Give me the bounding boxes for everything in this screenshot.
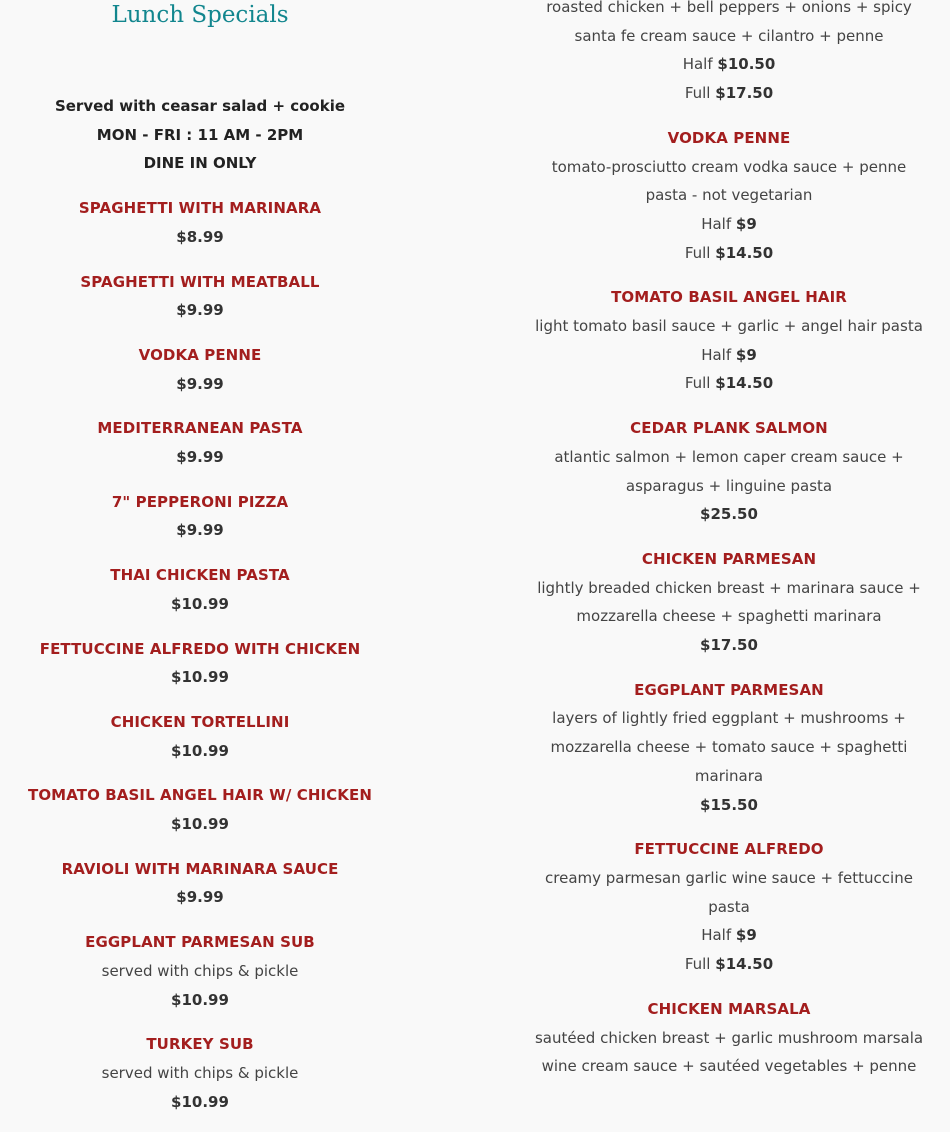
full-label: Full	[684, 84, 711, 103]
full-label: Full	[684, 243, 711, 262]
half-label: Half	[701, 345, 732, 364]
menu-item-name: RAVIOLI WITH MARINARA SAUCE	[61, 859, 339, 878]
menu-item-price: $10.99	[171, 1092, 229, 1111]
menu-item-description: lightly breaded chicken breast + marinara sauce + mozzarella cheese + spaghetti marinara	[537, 578, 921, 626]
menu-item	[529, 0, 929, 108]
menu-item-price: $9.99	[176, 301, 224, 320]
half-price-row	[529, 921, 929, 950]
lunch-intro-sides: Served with ceasar salad + cookie	[54, 97, 346, 115]
half-price: $9	[735, 214, 757, 233]
menu-item-name: CHICKEN TORTELLINI	[110, 712, 290, 731]
menu-item-description: layers of lightly fried eggplant + mushrooms + mozzarella cheese + tomato sauce + spaghetti marinara	[550, 709, 908, 785]
menu-item	[529, 676, 929, 820]
half-price: $9	[735, 345, 757, 364]
full-label: Full	[684, 374, 711, 393]
menu-item-price: $10.99	[171, 668, 229, 687]
menu-item-price: $17.50	[700, 636, 758, 655]
full-price: $14.50	[715, 374, 774, 393]
menu-item-name: CEDAR PLANK SALMON	[630, 419, 828, 438]
menu-item-price: $9.99	[176, 448, 224, 467]
menu-item	[529, 545, 929, 660]
menu-item	[0, 268, 400, 325]
menu-item	[0, 855, 400, 912]
menu-item	[0, 781, 400, 838]
menu-item-description: tomato-prosciutto cream vodka sauce + penne pasta - not vegetarian	[551, 157, 907, 205]
menu-item	[0, 414, 400, 471]
full-price-row	[529, 239, 929, 268]
menu-item-price: $9.99	[176, 521, 224, 540]
full-price: $14.50	[715, 243, 774, 262]
menu-item-description: atlantic salmon + lemon caper cream sauce + asparagus + linguine pasta	[554, 447, 904, 495]
lunch-intro	[0, 92, 400, 178]
full-price-row	[529, 79, 929, 108]
half-price-row	[529, 210, 929, 239]
menu-item	[529, 835, 929, 979]
menu-item	[0, 635, 400, 692]
menu-item-name: EGGPLANT PARMESAN SUB	[85, 933, 315, 952]
menu-item-name: EGGPLANT PARMESAN	[634, 680, 824, 699]
menu-item-description: roasted chicken + bell peppers + onions + spicy santa fe cream sauce + cilantro + penne	[546, 0, 912, 45]
menu-item-name: VODKA PENNE	[667, 128, 791, 147]
half-label: Half	[701, 214, 732, 233]
menu-item-name: TOMATO BASIL ANGEL HAIR W/ CHICKEN	[27, 786, 372, 805]
full-price: $14.50	[715, 955, 774, 974]
menu-item-price: $8.99	[176, 227, 224, 246]
menu-item-price: $25.50	[700, 505, 758, 524]
menu-item-name: TOMATO BASIL ANGEL HAIR	[611, 288, 847, 307]
entrees-column	[529, 0, 929, 1097]
menu-item-name: CHICKEN PARMESAN	[641, 549, 817, 568]
lunch-specials-column	[0, 0, 400, 1132]
half-label: Half	[682, 55, 713, 74]
menu-item-name: TURKEY SUB	[146, 1035, 254, 1054]
lunch-specials-title: Lunch Specials	[111, 2, 289, 28]
menu-item-description: served with chips & pickle	[101, 1063, 299, 1082]
menu-item-price: $15.50	[700, 795, 758, 814]
menu-item-description: creamy parmesan garlic wine sauce + fettuccine pasta	[545, 868, 913, 916]
full-price-row	[529, 369, 929, 398]
full-price: $17.50	[715, 84, 774, 103]
half-price-row	[529, 50, 929, 79]
menu-item-name: VODKA PENNE	[138, 345, 262, 364]
full-price-row	[529, 950, 929, 979]
lunch-intro-hours: MON - FRI : 11 AM - 2PM	[96, 125, 304, 144]
menu-item	[0, 708, 400, 765]
menu-item-price: $10.99	[171, 594, 229, 613]
menu-item-description: served with chips & pickle	[101, 961, 299, 980]
menu-item-price: $9.99	[176, 888, 224, 907]
menu-item	[529, 283, 929, 398]
half-price: $9	[735, 926, 757, 945]
menu-item-name: FETTUCCINE ALFREDO	[634, 840, 824, 859]
half-price: $10.50	[717, 55, 776, 74]
menu-item-description: light tomato basil sauce + garlic + angel hair pasta	[535, 317, 923, 336]
menu-item	[0, 1030, 400, 1116]
menu-item	[529, 414, 929, 529]
menu-item-name: FETTUCCINE ALFREDO WITH CHICKEN	[39, 639, 361, 658]
menu-item	[0, 561, 400, 618]
full-label: Full	[684, 955, 711, 974]
menu-item	[0, 928, 400, 1014]
menu-item-name: THAI CHICKEN PASTA	[110, 566, 290, 585]
menu-item	[529, 124, 929, 268]
menu-item-name: CHICKEN MARSALA	[647, 999, 811, 1018]
menu-item-name: MEDITERRANEAN PASTA	[97, 419, 303, 438]
menu-item-price: $10.99	[171, 815, 229, 834]
menu-item-name: SPAGHETTI WITH MARINARA	[78, 199, 322, 218]
menu-item-price: $9.99	[176, 374, 224, 393]
menu-item-name: 7" PEPPERONI PIZZA	[111, 492, 289, 511]
menu-item-description: sautéed chicken breast + garlic mushroom marsala wine cream sauce + sautéed vegetables + penne	[534, 1028, 924, 1076]
menu-item	[0, 341, 400, 398]
menu-item-price: $10.99	[171, 990, 229, 1009]
half-price-row	[529, 341, 929, 370]
menu-item-price: $10.99	[171, 741, 229, 760]
menu-item	[529, 995, 929, 1081]
lunch-intro-dine-in: DINE IN ONLY	[143, 154, 257, 173]
menu-item	[0, 194, 400, 251]
menu-item-name: SPAGHETTI WITH MEATBALL	[80, 272, 320, 291]
half-label: Half	[701, 926, 732, 945]
menu-item	[0, 488, 400, 545]
